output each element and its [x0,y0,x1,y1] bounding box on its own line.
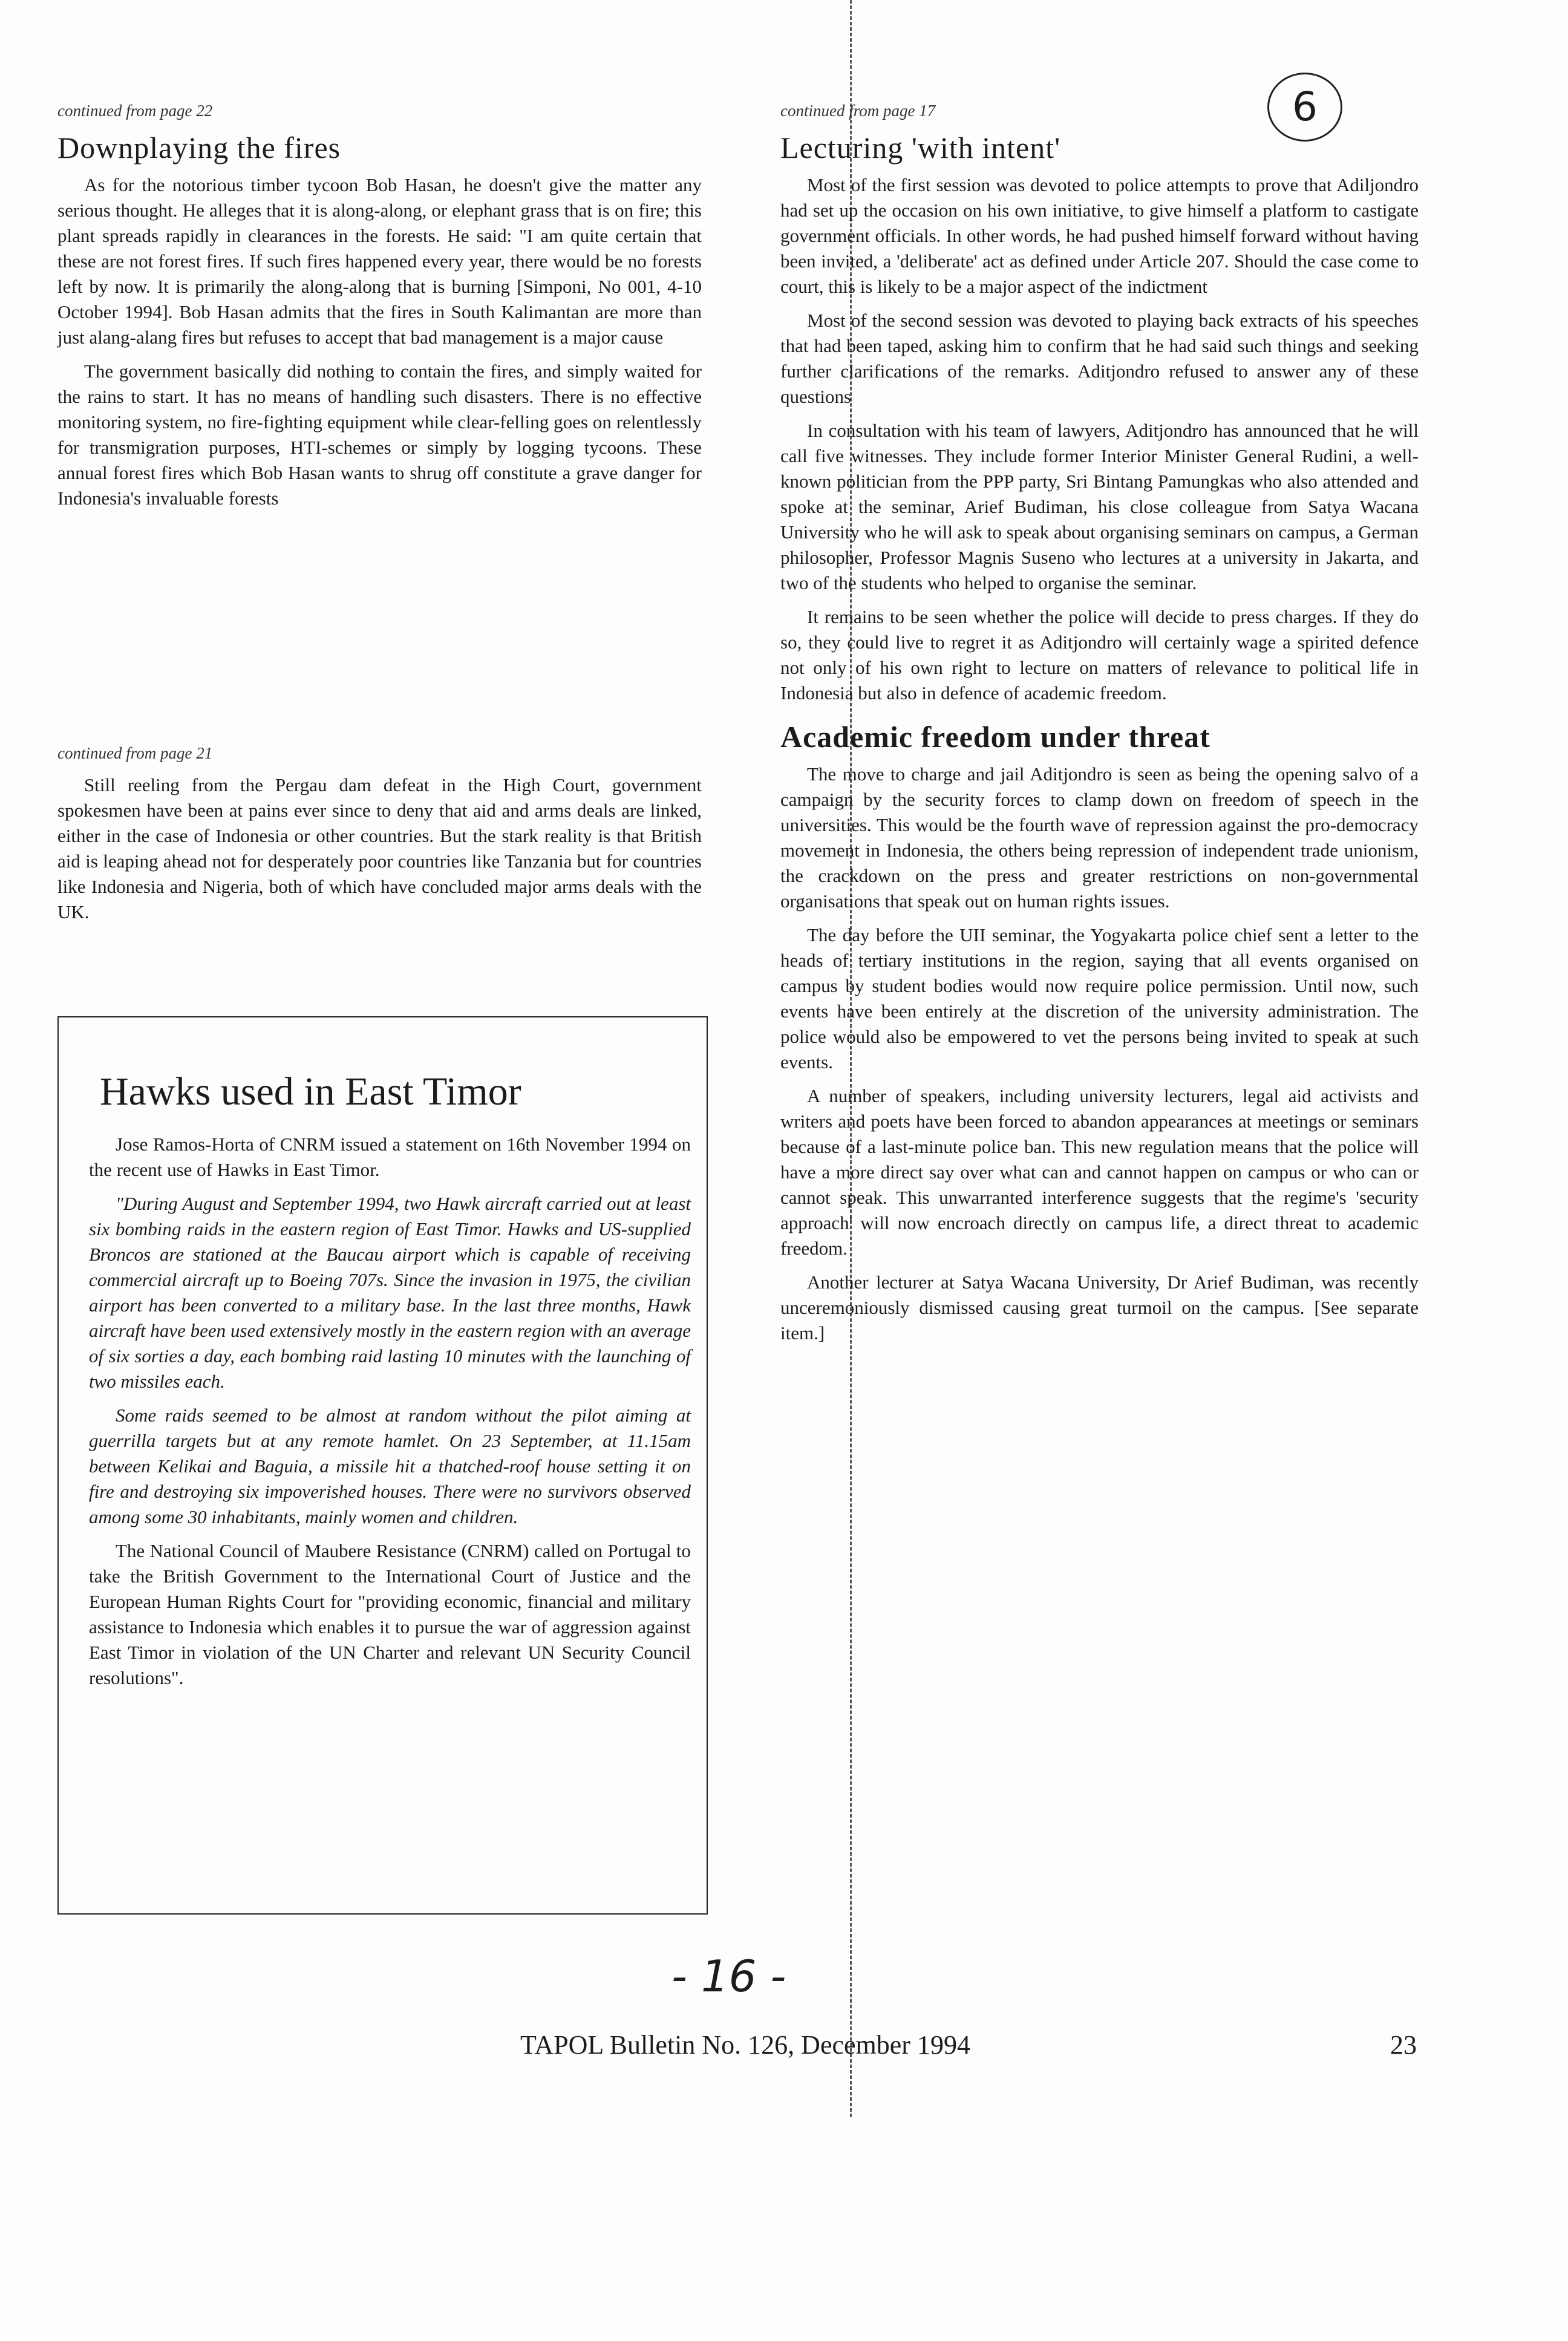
handwritten-page-number: - 16 - [671,1951,786,2002]
paragraph-group [57,172,702,511]
body-paragraph: It remains to be seen whether the police will decide to press charges. If they do so, they could live to regret it as Aditjondro will certainly wage a spirited defence not only of his own right to lecture on matters of relevance to political life in Indonesia but also in defence of academic freedom. [780,606,1419,704]
sidebar-box [57,1016,708,1915]
paragraph-group [780,762,1419,1346]
body-paragraph: A number of speakers, including university lecturers, legal aid activists and writers and poets have been forced to abandon appearances at meetings or seminars because of a last-minute police ban. This new regulation means that the police will have a more direct say over what can and cannot happen on campus or who can or cannot speak. This unwarranted interference suggests that the regime's 'security approach' will now encroach directly on campus life, a direct threat to academic freedom. [780,1085,1419,1259]
left-column-continued [57,744,702,933]
section-heading: Academic freedom under threat [780,720,1210,754]
body-paragraph: Another lecturer at Satya Wacana University, Dr Arief Budiman, was recently unceremoniously dismissed causing great turmoil on the campus. [See separate item.] [780,1272,1419,1344]
box-quote: Some raids seemed to be almost at random without the pilot aiming at guerrilla targets but at any remote hamlet. On 23 September, at 11.15am between Kelikai and Baguia, a missile hit a thatched-roof house setting it on fire and destroying six impoverished houses. There were no survivors observed among some 30 inhabitants, mainly women and children. [89,1405,691,1527]
page-number: 23 [1390,2030,1417,2060]
box-quote: "During August and September 1994, two Hawk aircraft carried out at least six bombing raids in the eastern region of East Timor. Hawks and US-supplied Broncos are stationed at the Baucau airport which is capable of receiving commercial aircraft up to Boeing 707s. Since the invasion in 1975, the civilian airport has been converted to a military base. In the last three months, Hawk aircraft have been used extensively mostly in the eastern region with an average of six sorties a day, each bombing raid lasting 10 minutes with the launching of two missiles each. [89,1193,691,1392]
publication-line: TAPOL Bulletin No. 126, December 1994 [520,2030,970,2060]
section-heading: Lecturing 'with intent' [780,131,1061,165]
box-closing: The National Council of Maubere Resistance (CNRM) called on Portugal to take the British Government to the International Court of Justice and the European Human Rights Court for "providing economic, financial and military assistance to Indonesia which enables it to pursue the war of aggression against East Timor in violation of the UN Charter and relevant UN Security Council resolutions". [89,1540,691,1688]
section-heading: Downplaying the fires [57,131,341,165]
body-paragraph: In consultation with his team of lawyers, Aditjondro has announced that he will call five witnesses. They include former Interior Minister General Rudini, a well-known politician from the PPP party, Sri Bintang Pamungkas who also attended and spoke at the seminar, Arief Budiman, his close colleague from Satya Wacana University who he will ask to speak about organising seminars on campus, a German philosopher, Professor Magnis Suseno who lectures at a university in Jakarta, and two of the students who helped to organise the seminar. [780,420,1419,593]
continued-note: continued from page 21 [57,744,213,762]
box-title: Hawks used in East Timor [100,1069,521,1114]
body-paragraph: Most of the first session was devoted to police attempts to prove that Adiljondro had set up the occasion on his own initiative, to give himself a platform to castigate government officials. In other words, he had pushed himself forward without having been invited, a 'deliberate' act as defined under Article 207. Should the case come to court, this is likely to be a major aspect of the indictment [780,174,1419,297]
left-column [57,102,702,520]
body-paragraph: The government basically did nothing to contain the fires, and simply waited for the rains to start. It has no means of handling such disasters. There is no effective monitoring system, no fire-fighting equipment while clear-felling goes on relentlessly for transmigration purposes, HTI-schemes or simply by logging tycoons. These annual forest fires which Bob Hasan wants to shrug off constitute a grave danger for Indonesia's invaluable forests [57,361,702,509]
right-column [780,102,1419,1354]
body-paragraph: The move to charge and jail Aditjondro is seen as being the opening salvo of a campaign by the security forces to clamp down on freedom of speech in the universities. This would be the fourth wave of repression against the pro-democracy movement in Indonesia, the others being repression of independent trade unionism, the crackdown on the press and greater restrictions on non-governmental organisations that speak out on human rights issues. [780,763,1419,912]
continued-note: continued from page 22 [57,102,213,120]
circled-page-marker: 6 [1267,73,1342,142]
paragraph-group [57,772,702,925]
continued-note: continued from page 17 [780,102,936,120]
paragraph-group [780,172,1419,706]
body-paragraph: As for the notorious timber tycoon Bob Hasan, he doesn't give the matter any serious thought. He alleges that it is along-along, or elephant grass that is on fire; this plant spreads rapidly in clearances in the forests. He said: "I am quite certain that these are not forest fires. If such fires happened every year, there would be no forests left by now. It is primarily the along-along that is burning [Simponi, No 001, 4-10 October 1994]. Bob Hasan admits that the fires in South Kalimantan are more than just alang-alang fires but refuses to accept that bad management is a major cause [57,174,702,348]
body-paragraph: The day before the UII seminar, the Yogyakarta police chief sent a letter to the heads of tertiary institutions in the region, saying that all events organised on campus by student bodies would now require police permission. Until now, such events have been entirely at the discretion of the university administration. The police would also be empowered to vet the persons being invited to speak at such events. [780,924,1419,1073]
body-paragraph: Still reeling from the Pergau dam defeat in the High Court, government spokesmen have been at pains ever since to deny that aid and arms deals are linked, either in the case of Indonesia or other countries. But the stark reality is that British aid is leaping ahead not for desperately poor countries like Tanzania but for countries like Indonesia and Nigeria, both of which have concluded major arms deals with the UK. [57,774,702,922]
body-paragraph: Most of the second session was devoted to playing back extracts of his speeches that had been taped, asking him to confirm that he had said such things and seeking further clarifications of the remarks. Aditjondro refused to answer any of these questions [780,310,1419,407]
box-intro: Jose Ramos-Horta of CNRM issued a statement on 16th November 1994 on the recent use of Hawks in East Timor. [89,1134,691,1180]
